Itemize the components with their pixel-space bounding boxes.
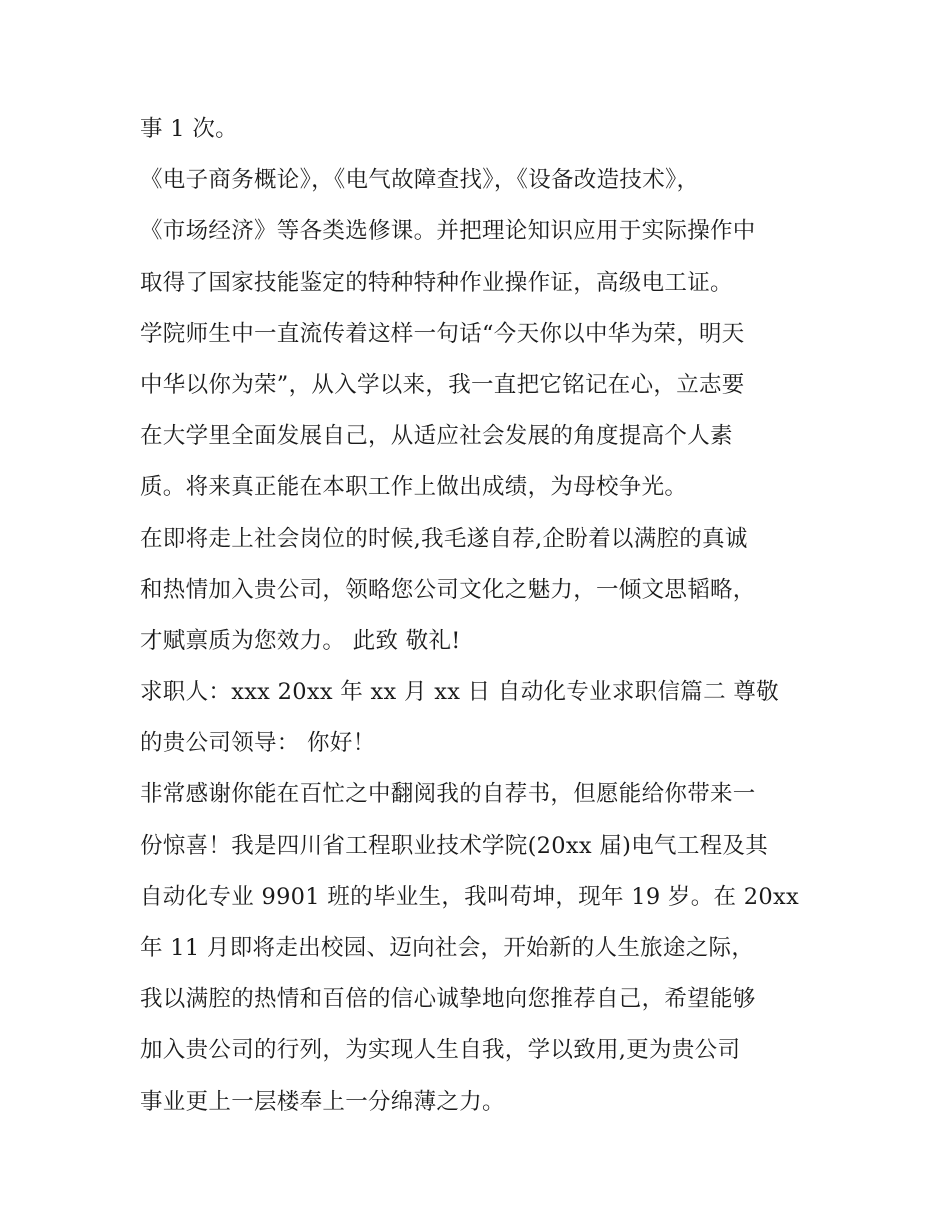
text-line: 年 11 月即将走出校园、迈向社会，开始新的人生旅途之际，: [140, 935, 755, 961]
document-body: [140, 104, 820, 1128]
text-line: 在即将走上社会岗位的时候,我毛遂自荐,企盼着以满腔的真诚: [140, 525, 748, 552]
text-line: 的贵公司领导： 你好！: [140, 730, 376, 757]
text-line: 在大学里全面发展自己，从适应社会发展的角度提高个人素: [140, 423, 733, 450]
text-line: 学院师生中一直流传着这样一句话“今天你以中华为荣，明天: [140, 320, 745, 347]
text-line: 我以满腔的热情和百倍的信心诚挚地向您推荐自己，希望能够: [140, 986, 756, 1013]
text-line: 质。将来真正能在本职工作上做出成绩，为母校争光。: [140, 474, 688, 501]
text-line: 加入贵公司的行列，为实现人生自我，学以致用,更为贵公司: [140, 1037, 741, 1064]
text-line: 才赋禀质为您效力。 此致 敬礼!: [140, 627, 461, 654]
text-line: 中华以你为荣”，从入学以来，我一直把它铭记在心，立志要: [140, 371, 745, 398]
text-line: 和热情加入贵公司，领略您公司文化之魅力，一倾文思韬略，: [140, 576, 756, 603]
text-line: 自动化专业 9901 班的毕业生，我叫苟坤，现年 19 岁。在 20xx: [140, 883, 799, 910]
text-line: 事 1 次。: [140, 116, 238, 142]
text-line: 份惊喜！我是四川省工程职业技术学院(20xx 届)电气工程及其: [140, 832, 769, 859]
text-line: 非常感谢你能在百忙之中翻阅我的自荐书，但愿能给你带来一: [140, 781, 756, 808]
text-line: 取得了国家技能鉴定的特种特种作业操作证，高级电工证。: [140, 269, 733, 296]
text-line: 《电子商务概论》，《电气故障查找》，《设备改造技术》，: [140, 167, 700, 194]
text-line: 《市场经济》等各类选修课。并把理论知识应用于实际操作中: [140, 218, 756, 245]
text-line: 事业更上一层楼奉上一分绵薄之力。: [140, 1088, 505, 1115]
text-line: 求职人：xxx 20xx 年 xx 月 xx 日 自动化专业求职信篇二 尊敬: [140, 679, 779, 706]
